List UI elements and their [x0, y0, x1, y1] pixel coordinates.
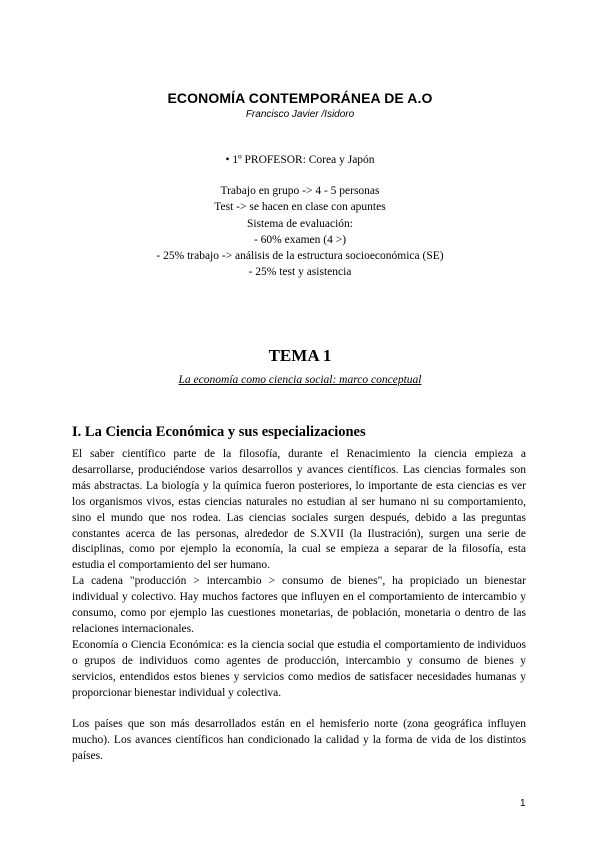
info-line-test: Test -> se hacen en clase con apuntes — [214, 201, 386, 214]
tema-title: TEMA 1 — [268, 346, 332, 365]
course-info-block — [0, 183, 600, 281]
info-line-exam: - 60% examen (4 >) — [253, 233, 347, 246]
tema-subtitle: La economía como ciencia social: marco conceptual — [178, 374, 422, 386]
info-line-group-work: Trabajo en grupo -> 4 - 5 personas — [220, 185, 380, 197]
document-title: ECONOMÍA CONTEMPORÁNEA DE A.O — [167, 90, 433, 106]
section-heading: I. La Ciencia Económica y sus especializaciones — [72, 424, 366, 440]
paragraph-scientific-knowledge: El saber científico parte de la filosofía, durante el Renacimiento la ciencia empieza a desarrollarse, produciéndose varios desarrollos y avances científicos. Las ciencias formales son más abstractas. La biología y la química fueron posteriores, lo importante de esta ciencias es ver los organismos vivos, estas ciencias naturales no estudian al ser humano ni su comportamiento, sino el mundo que nos rodea. Las ciencias sociales surgen después, debido a las preguntas constantes acerca de las personas, alrededor de S.XVII (la Ilustración), surgen una serie de disciplinas, como por ejemplo la economía, la cual se empieza a separar de la filosofía, esta estudia el comportamiento del ser humano. — [72, 448, 526, 572]
profesor-line: • 1º PROFESOR: Corea y Japón — [225, 154, 375, 166]
paragraph-economics-definition: Economía o Ciencia Económica: es la ciencia social que estudia el comportamiento de individuos o grupos de individuos como agentes de producción, intercambio y consumo de bienes y servicios, entendidos estos bienes y servicios como medios de satisfacer necesidades humanas y proporcionar bienestar individual y colectiva. — [72, 638, 526, 699]
paragraph-developed-countries: Los países que son más desarrollados están en el hemisferio norte (zona geográfica influyen mucho). Los avances científicos han condicionado la calidad y la forma de vida de los distintos países. — [72, 718, 526, 763]
page-number: 1 — [520, 798, 526, 809]
info-line-attendance: - 25% test y asistencia — [248, 266, 352, 279]
paragraph-production-chain: La cadena "producción > intercambio > consumo de bienes", ha propiciado un bienestar individual y colectivo. Hay muchos factores que influyen en el comportamiento de intercambio y consumo, como por ejemplo las cuestiones monetarias, de población, monetaria o dentro de las relaciones internacionales. — [72, 575, 526, 635]
document-authors: Francisco Javier /Isidoro — [245, 109, 355, 120]
info-line-evaluation: Sistema de evaluación: — [246, 217, 354, 230]
section-body — [72, 447, 526, 765]
info-line-work: - 25% trabajo -> análisis de la estructura socioeconómica (SE) — [156, 250, 444, 263]
